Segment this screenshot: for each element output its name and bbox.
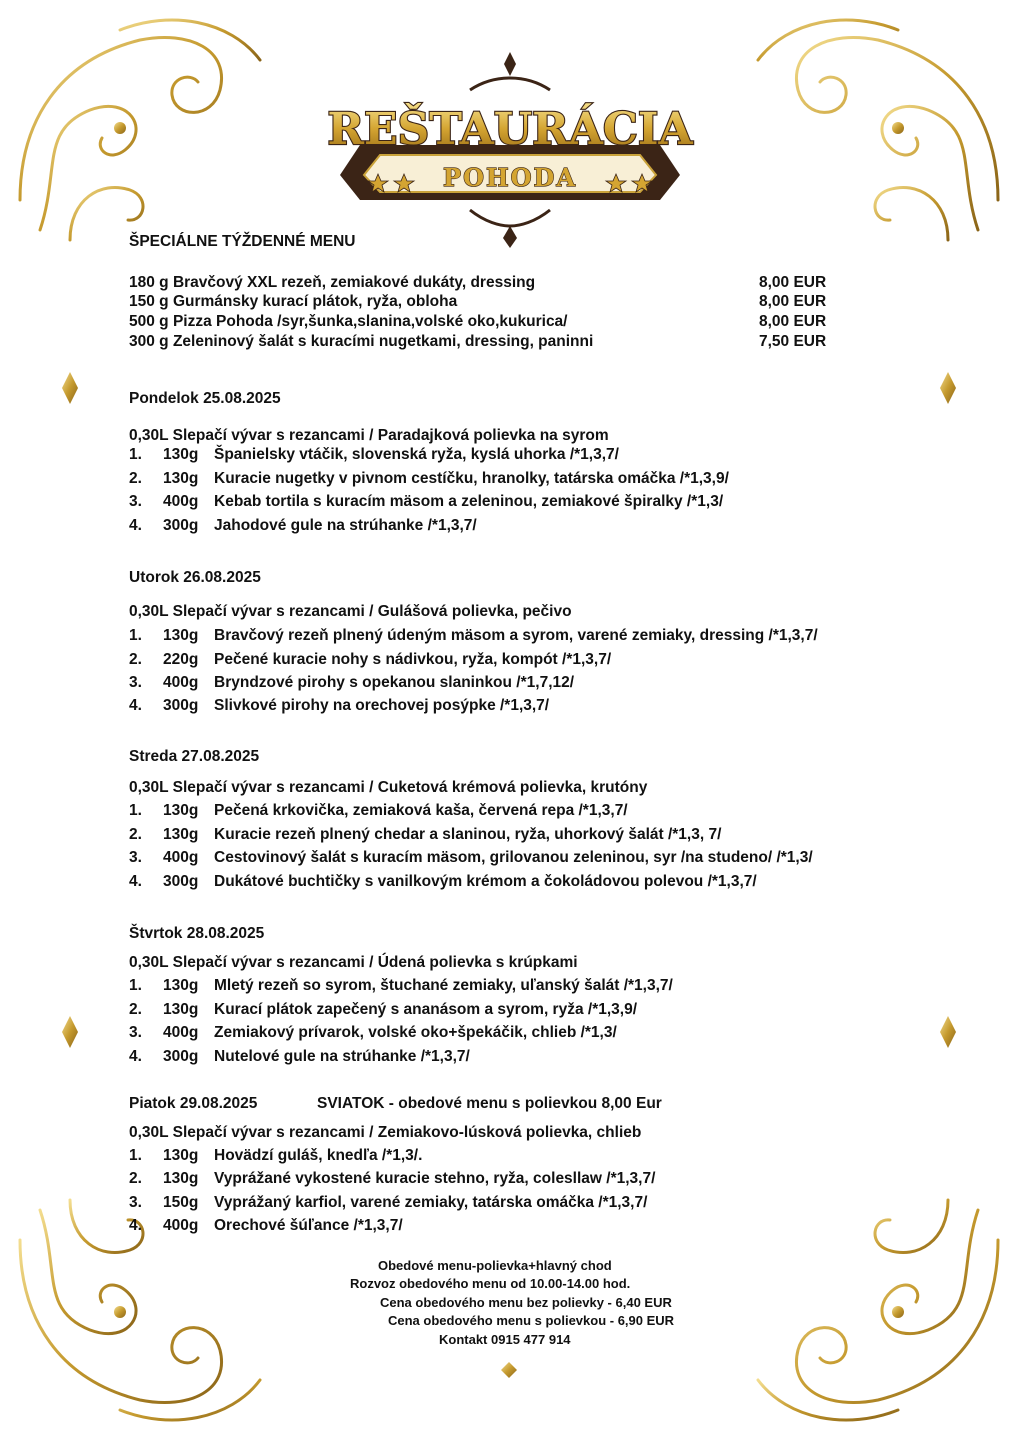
menu-item [129,517,477,535]
menu-item [129,1048,470,1066]
item-text: Cestovinový šalát s kuracím mäsom, grilovanou zeleninou, syr /na studeno/ /*1,3/ [214,849,813,866]
item-number: 3. [129,1194,142,1211]
item-text: Pečená krkovička, zemiaková kaša, červená repa /*1,3,7/ [214,802,628,819]
day-heading: Štvrtok 28.08.2025 [129,925,265,942]
item-weight: 400g [163,1024,199,1041]
special-item-price: 8,00 EUR [759,313,827,330]
day-soup: 0,30L Slepačí vývar s rezancami / Údená polievka s krúpkami [129,954,578,971]
menu-item [129,1147,422,1165]
item-number: 2. [129,651,142,668]
footer-line-menu: Obedové menu-polievka+hlavný chod [378,1258,612,1273]
item-text: Kuracie nugetky v pivnom cestíčku, hranolky, tatárska omáčka /*1,3,9/ [214,470,729,487]
item-weight: 130g [163,1001,199,1018]
item-weight: 400g [163,493,199,510]
special-item-price: 8,00 EUR [759,274,827,291]
item-text: Kurací plátok zapečený s ananásom a syrom, ryža /*1,3,9/ [214,1001,638,1018]
item-number: 1. [129,977,142,994]
item-text: Vyprážané vykostené kuracie stehno, ryža, colesllaw /*1,3,7/ [214,1170,656,1187]
day-soup: 0,30L Slepačí vývar s rezancami / Cuketová krémová polievka, krutóny [129,779,648,796]
day-heading: Utorok 26.08.2025 [129,569,261,586]
day-heading: Streda 27.08.2025 [129,748,260,765]
day-heading: Pondelok 25.08.2025 [129,390,281,407]
item-weight: 130g [163,470,199,487]
item-text: Pečené kuracie nohy s nádivkou, ryža, kompót /*1,3,7/ [214,651,612,668]
menu-item [129,826,721,844]
item-text: Kebab tortila s kuracím mäsom a zeleninou, zemiakové špiralky /*1,3/ [214,493,724,510]
item-number: 2. [129,1001,142,1018]
item-weight: 300g [163,517,199,534]
menu-item [129,674,574,692]
item-number: 2. [129,470,142,487]
item-number: 2. [129,1170,142,1187]
item-weight: 130g [163,1170,199,1187]
item-number: 4. [129,697,142,714]
menu-item [129,977,673,995]
special-menu-title: ŠPECIÁLNE TÝŽDENNÉ MENU [129,233,356,250]
logo-subtitle: POHODA [443,163,577,192]
restaurant-logo [320,50,700,250]
item-number: 3. [129,1024,142,1041]
item-weight: 130g [163,977,199,994]
item-text: Hovädzí guláš, knedľa /*1,3/. [214,1147,423,1164]
footer-line-delivery: Rozvoz obedového menu od 10.00-14.00 hod. [350,1276,631,1291]
menu-item [129,1001,637,1019]
item-weight: 130g [163,627,199,644]
day-heading: Piatok 29.08.2025 [129,1095,258,1112]
item-number: 2. [129,826,142,843]
item-weight: 400g [163,849,199,866]
item-text: Nutelové gule na strúhanke /*1,3,7/ [214,1048,470,1065]
item-text: Orechové šúľance /*1,3,7/ [214,1217,403,1234]
menu-item [129,873,757,891]
item-weight: 130g [163,446,199,463]
item-weight: 150g [163,1194,199,1211]
menu-item [129,802,628,820]
menu-item [129,493,723,511]
item-weight: 130g [163,802,199,819]
special-item: 300 g Zeleninový šalát s kuracími nugetkami, dressing, paninni [129,333,594,350]
item-weight: 400g [163,674,199,691]
item-number: 1. [129,627,142,644]
item-weight: 130g [163,826,199,843]
menu-item [129,697,549,715]
item-number: 3. [129,849,142,866]
item-text: Slivkové pirohy na orechovej posýpke /*1,3,7/ [214,697,550,714]
item-text: Bryndzové pirohy s opekanou slaninkou /*1,7,12/ [214,674,575,691]
menu-item [129,1194,647,1212]
holiday-note: SVIATOK - obedové menu s polievkou 8,00 Eur [317,1095,662,1112]
item-number: 1. [129,1147,142,1164]
footer-line-price-no-soup: Cena obedového menu bez polievky - 6,40 EUR [380,1295,672,1310]
item-weight: 300g [163,697,199,714]
menu-item [129,1217,403,1235]
special-item: 150 g Gurmánsky kurací plátok, ryža, obloha [129,293,458,310]
item-text: Dukátové buchtičky s vanilkovým krémom a čokoládovou polevou /*1,3,7/ [214,873,757,890]
menu-item [129,1024,617,1042]
item-number: 3. [129,493,142,510]
menu-item [129,470,729,488]
logo-title: REŠTAURÁCIA [327,104,693,155]
item-weight: 400g [163,1217,199,1234]
item-weight: 300g [163,873,199,890]
menu-item [129,651,611,669]
item-weight: 300g [163,1048,199,1065]
menu-item [129,849,813,867]
menu-item [129,627,818,645]
footer-contact: Kontakt 0915 477 914 [439,1332,571,1347]
day-soup: 0,30L Slepačí vývar s rezancami / Paradajková polievka na syrom [129,427,609,444]
item-number: 4. [129,873,142,890]
special-item-price: 7,50 EUR [759,333,827,350]
special-item: 180 g Bravčový XXL rezeň, zemiakové dukáty, dressing [129,274,536,291]
item-number: 1. [129,802,142,819]
item-text: Kuracie rezeň plnený chedar a slaninou, ryža, uhorkový šalát /*1,3, 7/ [214,826,722,843]
footer-line-price-with-soup: Cena obedového menu s polievkou - 6,90 EUR [388,1313,675,1328]
day-soup: 0,30L Slepačí vývar s rezancami / Gulášová polievka, pečivo [129,603,572,620]
item-text: Mletý rezeň so syrom, štuchané zemiaky, uľanský šalát /*1,3,7/ [214,977,673,994]
special-item-price: 8,00 EUR [759,293,827,310]
special-item: 500 g Pizza Pohoda /syr,šunka,slanina,volské oko,kukurica/ [129,313,568,330]
item-number: 4. [129,517,142,534]
item-text: Zemiakový prívarok, volské oko+špekáčik, chlieb /*1,3/ [214,1024,617,1041]
item-weight: 220g [163,651,199,668]
menu-item [129,1170,655,1188]
item-number: 1. [129,446,142,463]
item-number: 3. [129,674,142,691]
item-number: 4. [129,1217,142,1234]
item-text: Vyprážaný karfiol, varené zemiaky, tatárska omáčka /*1,3,7/ [214,1194,648,1211]
item-text: Jahodové gule na strúhanke /*1,3,7/ [214,517,477,534]
day-soup: 0,30L Slepačí vývar s rezancami / Zemiakovo-lúsková polievka, chlieb [129,1124,642,1141]
item-weight: 130g [163,1147,199,1164]
item-text: Španielsky vtáčik, slovenská ryža, kyslá uhorka /*1,3,7/ [214,446,619,463]
item-number: 4. [129,1048,142,1065]
menu-item [129,446,619,464]
item-text: Bravčový rezeň plnený údeným mäsom a syrom, varené zemiaky, dressing /*1,3,7/ [214,627,818,644]
